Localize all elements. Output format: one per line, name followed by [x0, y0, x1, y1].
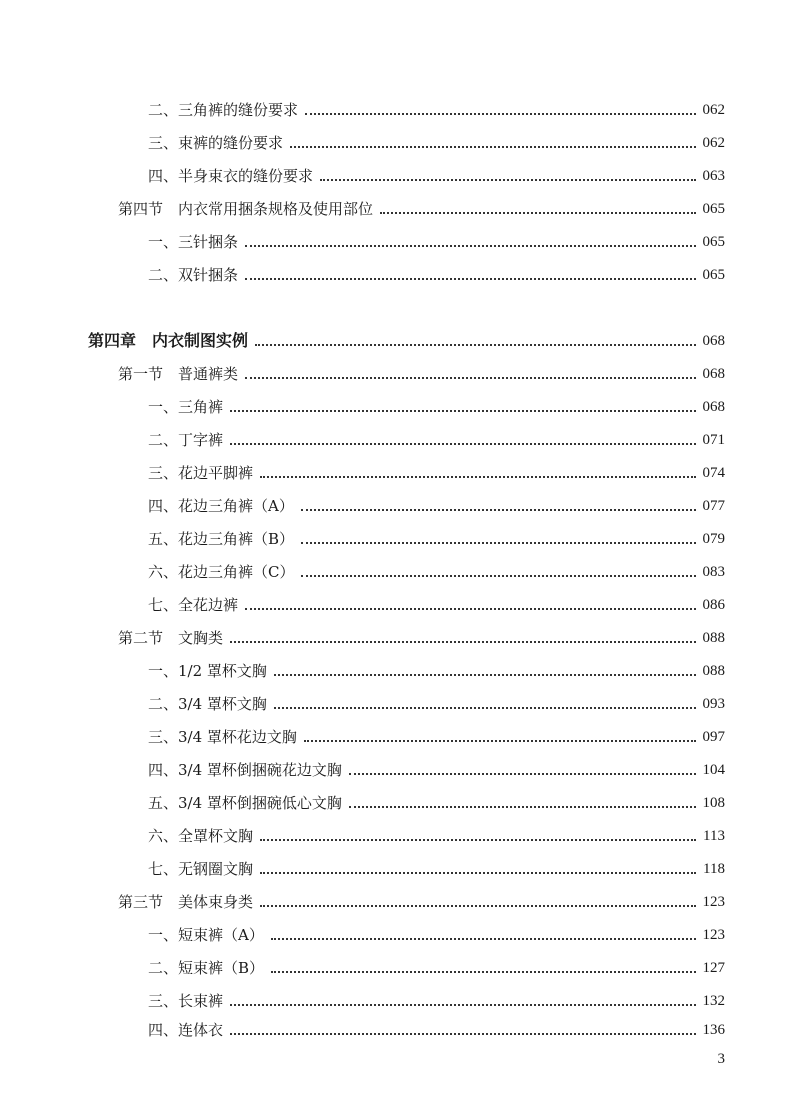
toc-entry-page: 062 — [702, 102, 725, 118]
toc-entry-title: 三、花边平脚裤 — [148, 464, 254, 482]
toc-entry-page: 062 — [702, 135, 725, 151]
dot-leader — [305, 113, 695, 115]
toc-entry-page: 079 — [702, 531, 725, 547]
dot-leader — [301, 542, 695, 544]
toc-entry — [148, 461, 725, 483]
toc-entry-page: 074 — [702, 465, 725, 481]
toc-section — [118, 197, 725, 219]
toc-entry-page: 093 — [702, 696, 725, 712]
toc-entry — [148, 824, 725, 846]
toc-entry — [148, 989, 725, 1011]
toc-entry — [148, 1018, 725, 1040]
toc-entry — [148, 560, 725, 582]
toc-entry-page: 127 — [702, 960, 725, 976]
toc-entry — [148, 131, 725, 153]
dot-leader — [230, 410, 695, 412]
toc-section — [118, 890, 725, 912]
toc-entry-title: 五、花边三角裤（B） — [148, 530, 295, 548]
toc-entry-page: 118 — [703, 861, 725, 877]
toc-entry-page: 108 — [702, 795, 725, 811]
toc-entry-page: 132 — [702, 993, 725, 1009]
toc-entry-title: 三、3/4 罩杯花边文胸 — [148, 728, 297, 746]
toc-entry-title: 七、全花边裤 — [148, 596, 239, 614]
toc-entry — [148, 98, 725, 120]
toc-entry-page: 123 — [702, 927, 725, 943]
dot-leader — [245, 608, 695, 610]
toc-entry — [148, 527, 725, 549]
dot-leader — [271, 938, 696, 940]
toc-entry — [148, 659, 725, 681]
dot-leader — [260, 476, 695, 478]
toc-entry-title: 一、三针捆条 — [148, 233, 239, 251]
toc-entry-page: 088 — [702, 663, 725, 679]
toc-entry-title: 二、短束裤（B） — [148, 959, 265, 977]
toc-entry — [148, 164, 725, 186]
toc-section-page: 123 — [702, 894, 725, 910]
toc-section-title: 第四节 内衣常用捆条规格及使用部位 — [118, 200, 374, 218]
toc-section — [118, 362, 725, 384]
toc-entry — [148, 956, 725, 978]
toc-chapter-page: 068 — [702, 333, 725, 349]
dot-leader — [349, 773, 696, 775]
toc-entry-page: 086 — [702, 597, 725, 613]
toc-entry — [148, 857, 725, 879]
toc-entry-title: 二、双针捆条 — [148, 266, 239, 284]
dot-leader — [245, 377, 695, 379]
toc-entry — [148, 725, 725, 747]
dot-leader — [260, 905, 695, 907]
dot-leader — [230, 1004, 695, 1006]
toc-entry — [148, 923, 725, 945]
toc-entry — [148, 263, 725, 285]
page-number: 3 — [717, 1051, 725, 1067]
toc-entry-title: 四、花边三角裤（A） — [148, 497, 294, 515]
dot-leader — [301, 509, 696, 511]
dot-leader — [271, 971, 695, 973]
dot-leader — [304, 740, 696, 742]
dot-leader — [290, 146, 695, 148]
toc-entry-page: 083 — [702, 564, 725, 580]
toc-entry-page: 068 — [702, 399, 725, 415]
toc-entry-title: 六、花边三角裤（C） — [148, 563, 295, 581]
toc-section-title: 第二节 文胸类 — [118, 629, 224, 647]
dot-leader — [320, 179, 695, 181]
toc-entry — [148, 791, 725, 813]
toc-entry-title: 二、三角裤的缝份要求 — [148, 101, 299, 119]
toc-entry-page: 104 — [702, 762, 725, 778]
toc-entry-page: 113 — [703, 828, 725, 844]
toc-entry-title: 一、1/2 罩杯文胸 — [148, 662, 267, 680]
toc-entry — [148, 395, 725, 417]
toc-entry-title: 三、长束裤 — [148, 992, 224, 1010]
toc-entry-page: 071 — [702, 432, 725, 448]
dot-leader — [245, 245, 695, 247]
toc-section-page: 065 — [702, 201, 725, 217]
toc-entry — [148, 230, 725, 252]
toc-section-title: 第三节 美体束身类 — [118, 893, 254, 911]
toc-entry — [148, 494, 725, 516]
toc-entry — [148, 428, 725, 450]
toc-entry — [148, 758, 725, 780]
dot-leader — [260, 839, 696, 841]
dot-leader — [230, 1033, 695, 1035]
dot-leader — [274, 707, 696, 709]
toc-entry-title: 二、3/4 罩杯文胸 — [148, 695, 267, 713]
dot-leader — [274, 674, 696, 676]
toc-entry-title: 三、束裤的缝份要求 — [148, 134, 284, 152]
toc-section — [118, 626, 725, 648]
dot-leader — [255, 344, 695, 346]
dot-leader — [260, 872, 696, 874]
toc-entry-page: 136 — [702, 1022, 725, 1038]
toc-entry-page: 065 — [702, 267, 725, 283]
toc-entry-title: 五、3/4 罩杯倒捆碗低心文胸 — [148, 794, 342, 812]
toc-entry-title: 四、3/4 罩杯倒捆碗花边文胸 — [148, 761, 342, 779]
toc-entry-page: 097 — [702, 729, 725, 745]
dot-leader — [380, 212, 695, 214]
toc-entry-title: 六、全罩杯文胸 — [148, 827, 254, 845]
dot-leader — [230, 443, 695, 445]
toc-chapter — [88, 329, 725, 351]
toc-entry — [148, 692, 725, 714]
toc-entry-page: 065 — [702, 234, 725, 250]
toc-entry-title: 一、三角裤 — [148, 398, 224, 416]
toc-chapter-title: 第四章 内衣制图实例 — [88, 331, 249, 350]
dot-leader — [301, 575, 695, 577]
toc-section-title: 第一节 普通裤类 — [118, 365, 239, 383]
toc-entry-page: 077 — [702, 498, 725, 514]
toc-entry-title: 四、半身束衣的缝份要求 — [148, 167, 314, 185]
toc-section-page: 088 — [702, 630, 725, 646]
toc-entry-page: 063 — [702, 168, 725, 184]
dot-leader — [230, 641, 695, 643]
toc-entry-title: 七、无钢圈文胸 — [148, 860, 254, 878]
dot-leader — [349, 806, 696, 808]
toc-entry — [148, 593, 725, 615]
toc-entry-title: 四、连体衣 — [148, 1021, 224, 1039]
toc-section-page: 068 — [702, 366, 725, 382]
toc-entry-title: 二、丁字裤 — [148, 431, 224, 449]
dot-leader — [245, 278, 695, 280]
toc-entry-title: 一、短束裤（A） — [148, 926, 264, 944]
